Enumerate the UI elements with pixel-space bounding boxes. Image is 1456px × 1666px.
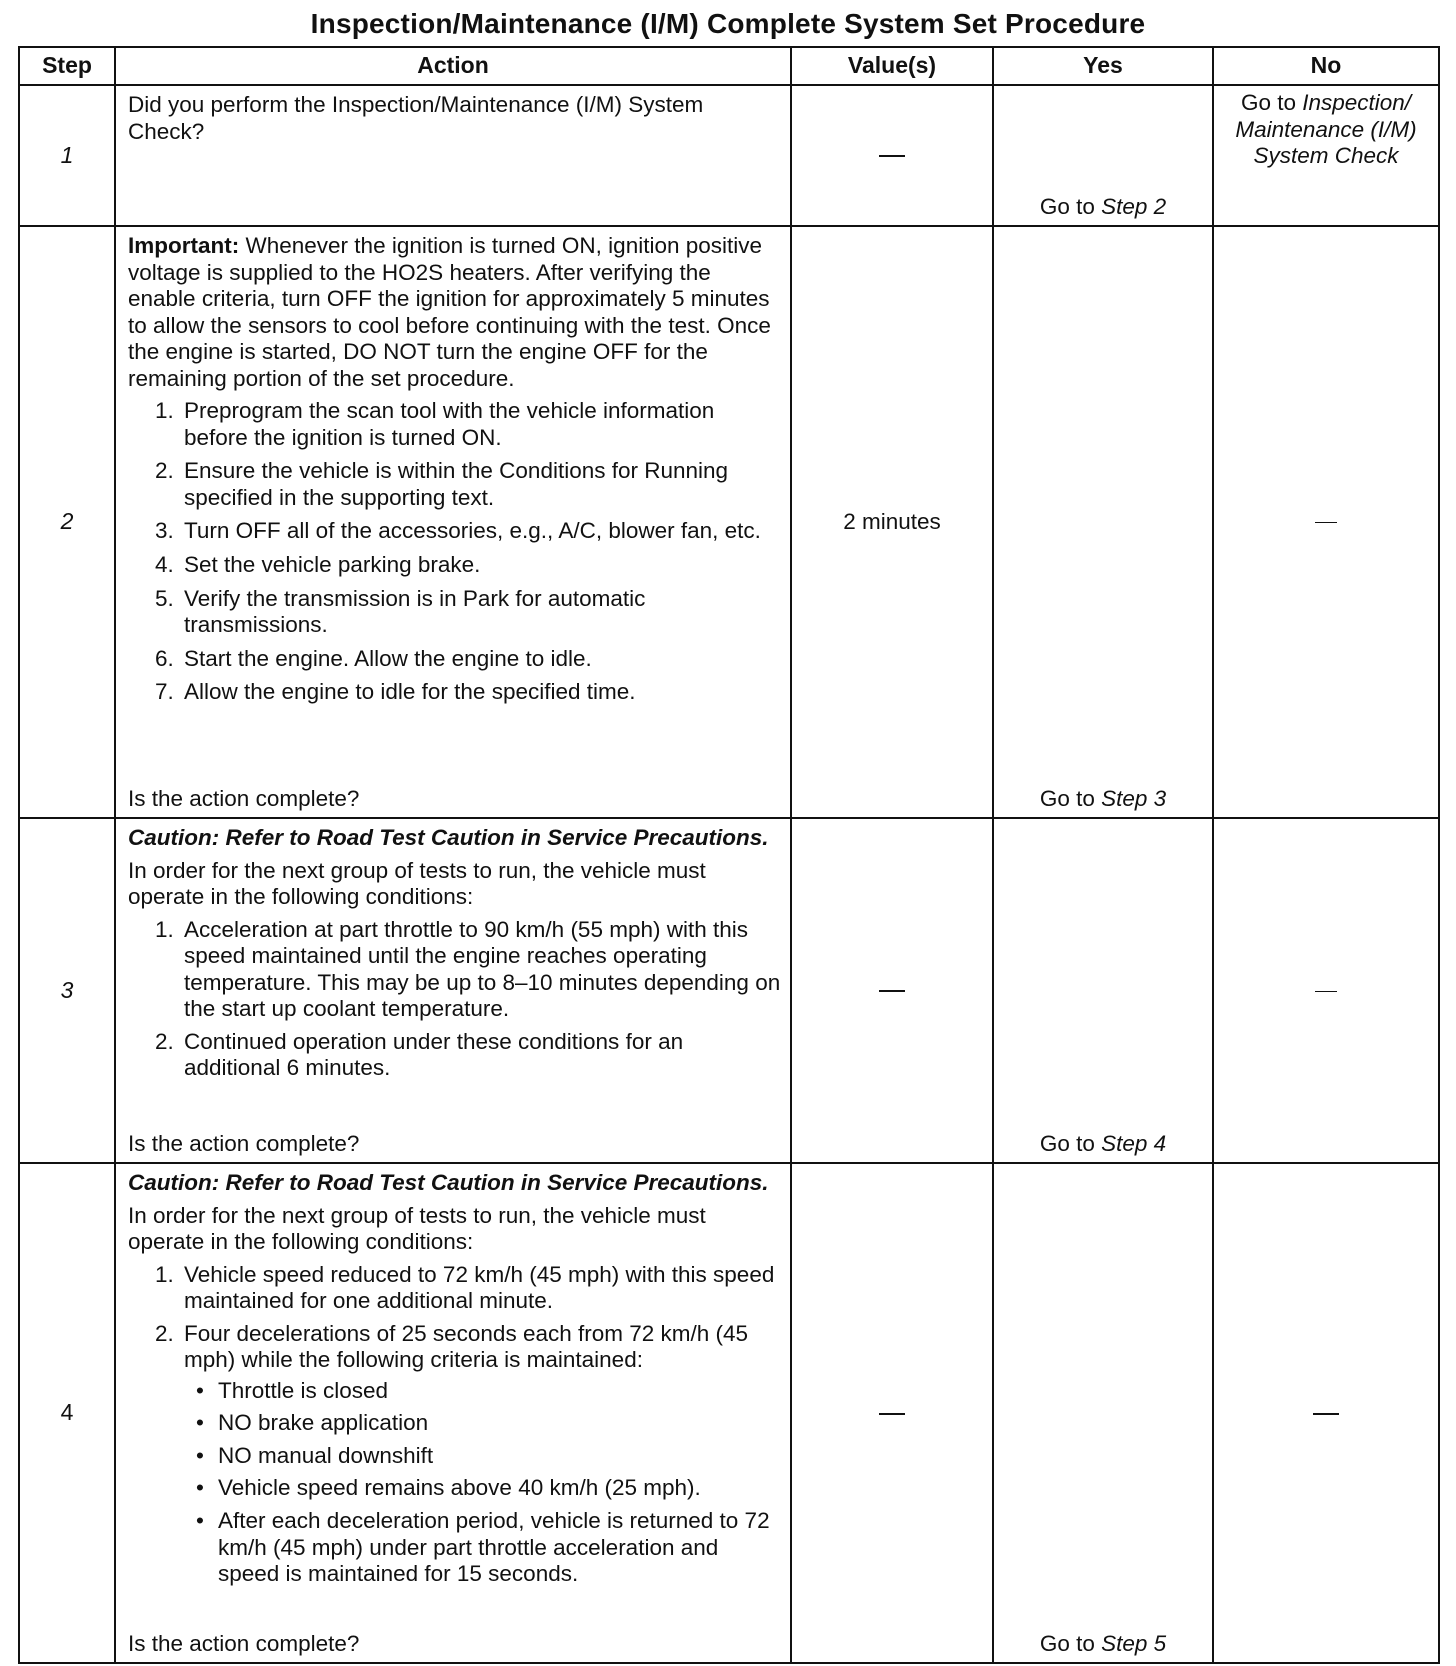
value-cell bbox=[791, 85, 993, 226]
bullet-item: • NO manual downshift bbox=[214, 1443, 782, 1470]
table-row bbox=[19, 818, 1439, 1163]
step-number: 4 bbox=[19, 1163, 115, 1663]
yes-cell: Go to Step 3 bbox=[993, 226, 1213, 818]
no-cell bbox=[1213, 1163, 1439, 1663]
bullet-item: • After each deceleration period, vehicle is returned to 72 km/h (45 mph) under part throttle acceleration and speed is maintained for 15 seconds. bbox=[214, 1508, 782, 1588]
action-cell bbox=[115, 226, 791, 818]
criteria-list bbox=[184, 1378, 782, 1588]
dash-mark bbox=[879, 155, 905, 157]
yes-link[interactable]: Step 2 bbox=[1101, 194, 1167, 220]
step-number: 3 bbox=[19, 818, 115, 1163]
value-cell bbox=[791, 1163, 993, 1663]
value-cell bbox=[791, 818, 993, 1163]
header-no: No bbox=[1213, 47, 1439, 85]
table-row bbox=[19, 226, 1439, 818]
yes-cell: Go to Step 4 bbox=[993, 818, 1213, 1163]
list-item: 2. Ensure the vehicle is within the Conditions for Running specified in the supporting text. bbox=[180, 458, 782, 511]
no-cell bbox=[1213, 818, 1439, 1163]
list-item: 5. Verify the transmission is in Park for automatic transmissions. bbox=[180, 586, 782, 639]
step-list bbox=[128, 1262, 782, 1594]
question-text: Is the action complete? bbox=[128, 1131, 360, 1157]
dash-mark bbox=[879, 1413, 905, 1415]
action-cell bbox=[115, 85, 791, 226]
yes-cell: Go to Step 2 bbox=[993, 85, 1213, 226]
table-row bbox=[19, 1163, 1439, 1663]
list-item: 1. Vehicle speed reduced to 72 km/h (45 mph) with this speed maintained for one additional minute. bbox=[180, 1262, 782, 1315]
step-list bbox=[128, 917, 782, 1088]
table-header-row bbox=[19, 47, 1439, 85]
step-number: 2 bbox=[19, 226, 115, 818]
header-values: Value(s) bbox=[791, 47, 993, 85]
value-cell: 2 minutes bbox=[791, 226, 993, 818]
caution-note: Caution: Refer to Road Test Caution in Service Precautions. bbox=[128, 1170, 769, 1195]
header-step: Step bbox=[19, 47, 115, 85]
action-text: Did you perform the Inspection/Maintenance (I/M) System Check? bbox=[128, 92, 704, 144]
important-note: Important: Whenever the ignition is turned ON, ignition positive voltage is supplied to the HO2S heaters. After verifying the enable criteria, turn OFF the ignition for approximately 5 minutes to allow the sensors to cool before continuing with the test. Once the engine is started, DO NOT turn the engine OFF for the remaining portion of the set procedure. bbox=[128, 233, 771, 391]
caution-note: Caution: Refer to Road Test Caution in Service Precautions. bbox=[128, 825, 769, 850]
step-number: 1 bbox=[19, 85, 115, 226]
question-text: Is the action complete? bbox=[128, 1631, 360, 1657]
yes-link[interactable]: Step 3 bbox=[1101, 786, 1167, 812]
no-link[interactable]: Inspection/ Maintenance (I/M) System Check bbox=[1235, 90, 1417, 169]
step-list bbox=[128, 398, 782, 712]
bullet-item: • Throttle is closed bbox=[214, 1378, 782, 1405]
action-cell bbox=[115, 818, 791, 1163]
dash-mark bbox=[1315, 522, 1337, 523]
dash-mark bbox=[1315, 991, 1337, 992]
header-yes: Yes bbox=[993, 47, 1213, 85]
page-title: Inspection/Maintenance (I/M) Complete System Set Procedure bbox=[310, 8, 1146, 39]
table-row bbox=[19, 85, 1439, 226]
list-item: 3. Turn OFF all of the accessories, e.g., A/C, blower fan, etc. bbox=[180, 518, 782, 545]
intro-text: In order for the next group of tests to run, the vehicle must operate in the following conditions: bbox=[128, 857, 706, 910]
procedure-table bbox=[18, 46, 1440, 1664]
dash-mark bbox=[1313, 1413, 1339, 1415]
yes-link[interactable]: Step 5 bbox=[1101, 1631, 1167, 1657]
action-cell bbox=[115, 1163, 791, 1663]
list-item: 1. Acceleration at part throttle to 90 km/h (55 mph) with this speed maintained until the engine reaches operating temperature. This may be up to 8–10 minutes depending on the start up coolant temperature. bbox=[180, 917, 782, 1023]
list-item: 1. Preprogram the scan tool with the vehicle information before the ignition is turned ON. bbox=[180, 398, 782, 451]
yes-link[interactable]: Step 4 bbox=[1101, 1131, 1167, 1157]
intro-text: In order for the next group of tests to run, the vehicle must operate in the following conditions: bbox=[128, 1202, 706, 1255]
list-item: 2. Continued operation under these conditions for an additional 6 minutes. bbox=[180, 1029, 782, 1082]
yes-cell: Go to Step 5 bbox=[993, 1163, 1213, 1663]
list-item: 6. Start the engine. Allow the engine to idle. bbox=[180, 646, 782, 673]
list-item: 7. Allow the engine to idle for the specified time. bbox=[180, 679, 782, 706]
no-cell: Go to Inspection/ Maintenance (I/M) System Check bbox=[1213, 85, 1439, 226]
bullet-item: • NO brake application bbox=[214, 1410, 782, 1437]
list-item: 4. Set the vehicle parking brake. bbox=[180, 552, 782, 579]
no-cell bbox=[1213, 226, 1439, 818]
dash-mark bbox=[879, 990, 905, 992]
bullet-item: • Vehicle speed remains above 40 km/h (25 mph). bbox=[214, 1475, 782, 1502]
list-item: 2. Four decelerations of 25 seconds each from 72 km/h (45 mph) while the following criteria is maintained: • Throttle is closed • NO brake application • NO manual downshift • Vehicle speed remains above 40 km/h (25 mph). • After each deceleration period, vehicle is returned to 72 km/h (45 mph) under part throttle acceleration and speed is maintained for 15 seconds. bbox=[180, 1321, 782, 1588]
header-action: Action bbox=[115, 47, 791, 85]
question-text: Is the action complete? bbox=[128, 786, 360, 812]
